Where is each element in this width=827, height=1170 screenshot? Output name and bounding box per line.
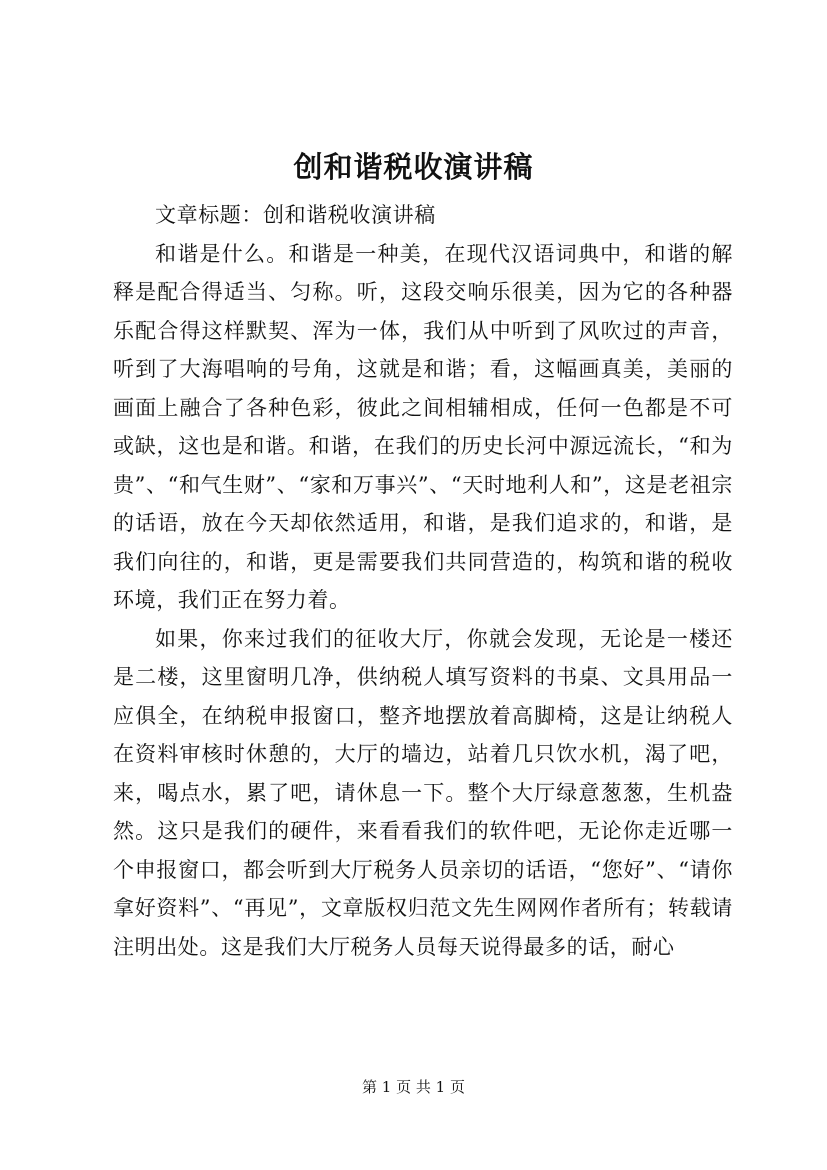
paragraph-harmony-definition: 和谐是什么。和谐是一种美，在现代汉语词典中，和谐的解释是配合得适当、匀称。听，这段交响乐很美，因为它的各种器乐配合得这样默契、浑为一体，我们从中听到了风吹过的声音，听到了大海唱响的号角，这就是和谐；看，这幅画真美，美丽的画面上融合了各种色彩，彼此之间相辅相成，任何一色都是不可或缺，这也是和谐。和谐，在我们的历史长河中源远流长，“和为贵”、“和气生财”、“家和万事兴”、“天时地利人和”，这是老祖宗的话语，放在今天却依然适用，和谐，是我们追求的，和谐，是我们向往的，和谐，更是需要我们共同营造的，构筑和谐的税收环境，我们正在努力着。 — [113, 241, 733, 612]
article-title-line: 文章标题：创和谐税收演讲稿 — [155, 203, 436, 227]
document-body — [113, 196, 733, 966]
paragraph-service-hall: 如果，你来过我们的征收大厅，你就会发现，无论是一楼还是二楼，这里窗明几净，供纳税人填写资料的书桌、文具用品一应俱全，在纳税申报窗口，整齐地摆放着高脚椅，这是让纳税人在资料审核时休憩的，大厅的墙边，站着几只饮水机，渴了吧，来，喝点水，累了吧，请休息一下。整个大厅绿意葱葱，生机盎然。这只是我们的硬件，来看看我们的软件吧，无论你走近哪一个申报窗口，都会听到大厅税务人员亲切的话语，“您好”、“请你拿好资料”、“再见”，文章版权归范文先生网网作者所有；转载请注明出处。这是我们大厅税务人员每天说得最多的话，耐心 — [113, 626, 733, 959]
page-footer: 第 1 页 共 1 页 — [362, 1078, 465, 1096]
document-title: 创和谐税收演讲稿 — [293, 150, 534, 184]
